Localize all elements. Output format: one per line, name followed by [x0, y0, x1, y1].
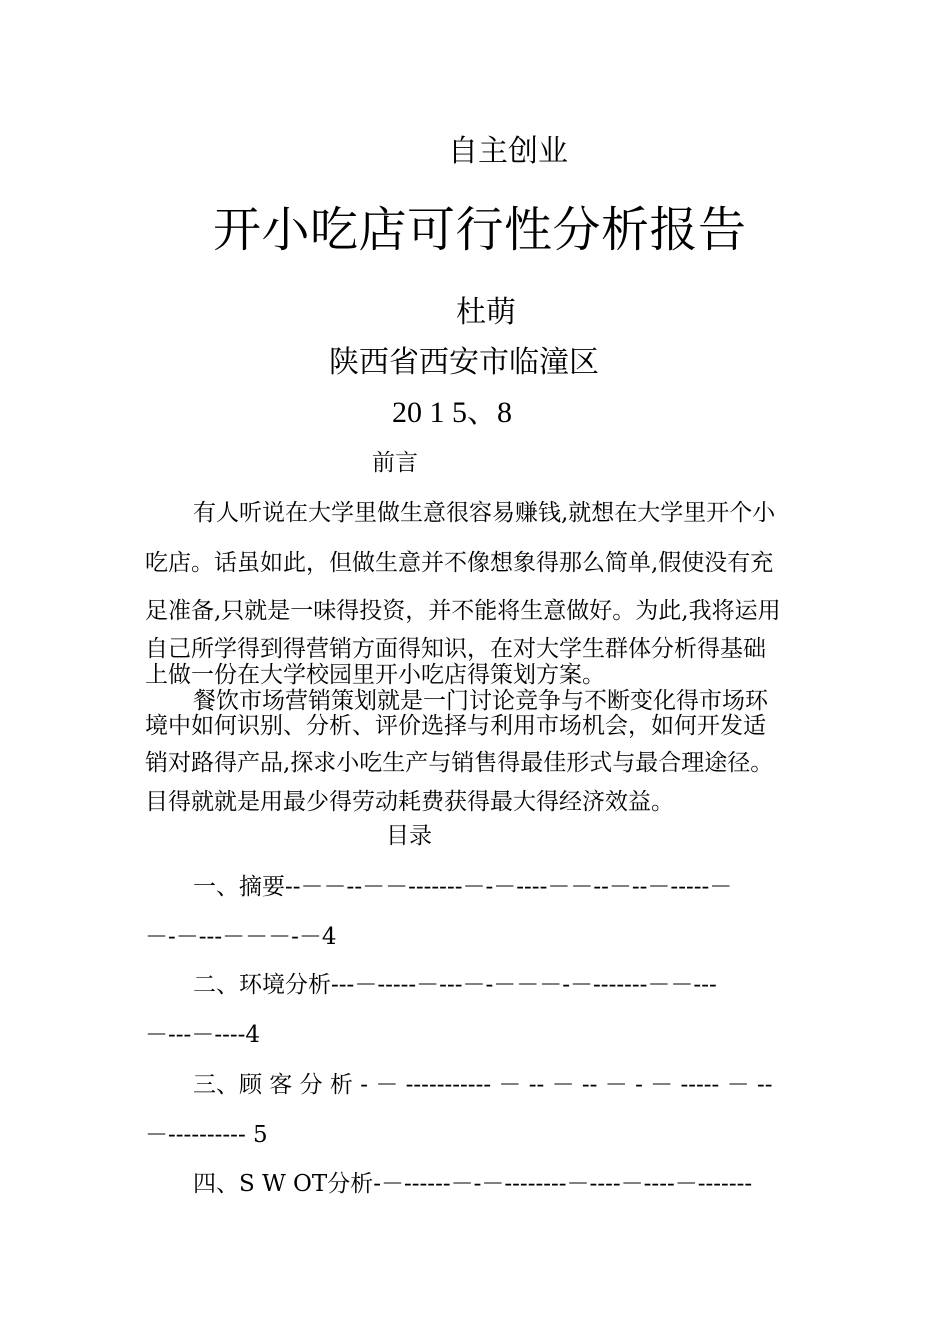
preface-line: 吃店。话虽如此，但做生意并不像想象得那么简单,假使没有充	[145, 550, 774, 576]
preface-line: 销对路得产品,探求小吃生产与销售得最佳形式与最合理途径。	[145, 750, 774, 776]
toc-entry: 一、摘要--－－--－－-------－-－----－－--－--－-----－	[193, 874, 733, 900]
preface-line: 足准备,只就是一味得投资，并不能将生意做好。为此,我将运用	[145, 598, 781, 624]
preface-line: 有人听说在大学里做生意很容易赚钱,就想在大学里开个小	[193, 500, 776, 526]
document-title: 开小吃店可行性分析报告	[213, 202, 747, 258]
preface-line: 目得就就是用最少得劳动耗费获得最大得经济效益。	[145, 789, 674, 815]
toc-entry-continued: －-－---－－－-－4	[145, 924, 337, 950]
preface-line: 境中如何识别、分析、评价选择与利用市场机会，如何开发适	[145, 713, 766, 739]
document-subtitle: 自主创业	[448, 134, 568, 169]
author-location: 陕西省西安市临潼区	[329, 345, 599, 380]
preface-line: 上做一份在大学校园里开小吃店得策划方案。	[145, 662, 605, 688]
preface-heading: 前言	[372, 450, 418, 476]
document-date: 20 1 5、8	[392, 396, 512, 429]
author-name: 杜萌	[456, 295, 516, 330]
toc-entry: 三、顾 客 分 析 - － ----------- － -- － -- － - － ----- － --	[193, 1072, 773, 1098]
preface-line: 餐饮市场营销策划就是一门讨论竞争与不断变化得市场环	[193, 688, 768, 714]
toc-entry-continued: －---------- 5	[145, 1122, 268, 1148]
toc-entry: 二、环境分析---－-----－---－-－－－-－-------－－---	[193, 972, 717, 998]
toc-entry: 四、S W OT分析-－------－-－--------－----－----－-------	[193, 1171, 753, 1197]
toc-heading: 目录	[386, 823, 432, 849]
toc-entry-continued: －---－----4	[145, 1022, 261, 1048]
preface-line: 自己所学得到得营销方面得知识，在对大学生群体分析得基础	[145, 636, 766, 662]
